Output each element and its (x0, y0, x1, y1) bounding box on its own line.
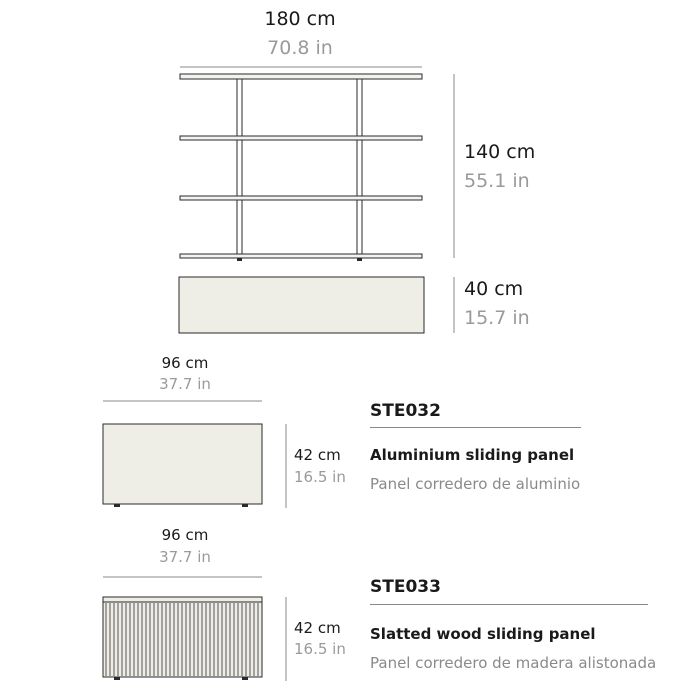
panel1-product-name: Aluminium sliding panel (370, 446, 575, 464)
panel1-height-in: 16.5 in (294, 468, 346, 486)
panel1-foot-right (242, 504, 248, 507)
panel1-product-name-es: Panel corredero de aluminio (370, 475, 581, 493)
panel2-product-name: Slatted wood sliding panel (370, 625, 596, 643)
panel2-width-cm: 96 cm (161, 526, 209, 544)
panel2-foot-left (114, 677, 120, 680)
shelf-height-in: 55.1 in (464, 170, 530, 192)
shelf-post-left-3 (237, 200, 242, 254)
shelf-board-4 (180, 254, 422, 258)
shelf-foot-left (237, 258, 242, 261)
shelf-base-in: 15.7 in (464, 307, 530, 329)
shelf-unit-drawing (179, 74, 424, 333)
shelf-board-top (180, 74, 422, 79)
panel1-aluminium-drawing (103, 424, 262, 504)
panel2-height-cm: 42 cm (294, 619, 341, 637)
shelf-post-right-1 (357, 79, 362, 136)
panel2-height-in: 16.5 in (294, 640, 346, 658)
shelf-width-cm: 180 cm (264, 8, 336, 30)
panel1-height-cm: 42 cm (294, 446, 341, 464)
panel2-product-code: STE033 (370, 577, 441, 597)
panel2-code-underline (370, 604, 648, 605)
panel1-width-in: 37.7 in (159, 375, 211, 393)
shelf-board-3 (180, 196, 422, 200)
panel1-foot-left (114, 504, 120, 507)
shelf-post-left-2 (237, 140, 242, 196)
shelf-board-2 (180, 136, 422, 140)
shelf-base-cm: 40 cm (464, 278, 524, 300)
panel1-product-code: STE032 (370, 401, 441, 421)
panel2-product-name-es: Panel corredero de madera alistonada (370, 654, 657, 672)
shelf-foot-right (357, 258, 362, 261)
panel1-width-cm: 96 cm (161, 354, 209, 372)
shelf-post-right-3 (357, 200, 362, 254)
shelf-base-cabinet (179, 277, 424, 333)
shelf-height-cm: 140 cm (464, 141, 536, 163)
panel2-slatted-drawing (103, 597, 262, 677)
shelf-post-left-1 (237, 79, 242, 136)
shelf-post-right-2 (357, 140, 362, 196)
panel2-foot-right (242, 677, 248, 680)
panel1-code-underline (370, 427, 581, 428)
shelf-width-in: 70.8 in (267, 37, 333, 59)
panel2-width-in: 37.7 in (159, 548, 211, 566)
